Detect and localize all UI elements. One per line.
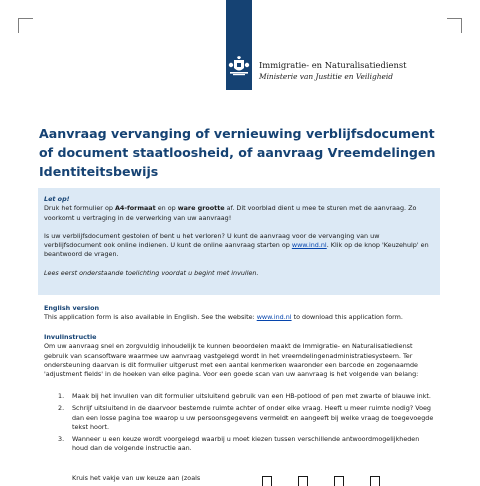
logo-band <box>226 0 252 90</box>
notice-box <box>38 188 440 295</box>
list-number: 1. <box>58 392 65 400</box>
coat-of-arms-icon <box>228 56 250 76</box>
crop-mark-top-right <box>447 18 462 33</box>
ind-website-link[interactable]: www.ind.nl <box>291 241 327 250</box>
org-line-1: Immigratie- en Naturalisatiedienst <box>259 60 407 70</box>
instructions-section <box>44 333 436 379</box>
example-checkbox <box>298 476 308 486</box>
notice-paragraph-2 <box>44 232 434 260</box>
document-title: Aanvraag vervanging of vernieuwing verblijfsdocument of document staatloosheid, of aanvraag Vreemdelingen Identiteitsbewijs <box>39 126 436 179</box>
list-number: 3. <box>58 435 65 444</box>
notice-text: Is uw verblijfsdocument gestolen of bent u het verloren? U kunt de aanvraag voor de vervanging van uw verblijfsdocument ook online indienen. U kunt de online aanvraag starten op <box>44 231 380 250</box>
list-item <box>44 404 436 432</box>
english-version-section <box>44 304 436 323</box>
example-checkbox <box>334 476 344 486</box>
english-ind-link[interactable]: www.ind.nl <box>256 313 292 322</box>
instructions-text: Om uw aanvraag snel en zorgvuldig inhoudelijk te kunnen beoordelen maakt de Immigratie- en Naturalisatiedienst gebruik van scansoftware waarmee uw aanvraag vastgelegd wordt in het vreemdelingenadministratiesysteem. Ter ondersteuning daarvan is dit formulier uitgerust met een aantal kenmerken waaronder een barcode en zogenaamde 'adjustment fields' in de hoeken van elke pagina. Voor een goede scan van uw aanvraag is het volgende van belang: <box>44 342 419 379</box>
english-text <box>44 313 436 322</box>
checkbox-instruction: Kruis het vakje van uw keuze aan (zoals <box>72 474 201 482</box>
instructions-heading: Invulinstructie <box>44 333 97 341</box>
example-checkbox <box>262 476 272 486</box>
notice-text: . Klik op de knop 'Keuzehulp' en beantwoord de vragen. <box>44 241 429 259</box>
notice-text: af. Dit voorblad dient u mee te sturen met de aanvraag. Zo voorkomt u vertraging in de verwerking van uw aanvraag! <box>44 204 417 222</box>
example-checkbox <box>370 476 380 486</box>
notice-emphasis-size: ware grootte <box>177 204 225 213</box>
notice-text: Lees eerst onderstaande toelichting voordat u begint met invullen. <box>44 268 259 277</box>
crop-mark-top-left <box>18 18 33 33</box>
instructions-list <box>44 392 436 457</box>
list-text: Wanneer u een keuze wordt voorgelegd waarbij u moet kiezen tussen verschillende antwoordmogelijkheden houd dan de volgende instructie aan. <box>72 435 420 453</box>
notice-text: en op <box>155 204 178 213</box>
list-item <box>44 392 436 401</box>
list-number: 2. <box>58 404 65 413</box>
list-text: Maak bij het invullen van dit formulier uitsluitend gebruik van een HB-potlood of pen met zwarte of blauwe inkt. <box>72 392 431 400</box>
list-text: Schrijf uitsluitend in de daarvoor bestemde ruimte achter of onder elke vraag. Heeft u meer ruimte nodig? Voeg dan een losse pagina toe waarop u uw persoonsgegevens vermeldt en aangeeft bij welke vraag de toegevoegde tekst hoort. <box>72 404 434 431</box>
notice-paragraph-1 <box>44 204 434 223</box>
notice-paragraph-3 <box>44 269 434 278</box>
notice-heading: Let op! <box>44 195 70 203</box>
english-heading: English version <box>44 304 100 312</box>
english-text-part: This application form is also available in English. See the website: <box>44 313 257 322</box>
org-line-2: Ministerie van Justitie en Veiligheid <box>259 72 393 81</box>
organisation-name <box>259 60 407 82</box>
notice-emphasis-format: A4-formaat <box>114 204 156 213</box>
list-item <box>44 435 436 454</box>
english-text-part: to download this application form. <box>291 313 403 322</box>
notice-text: Druk het formulier op <box>44 204 115 213</box>
